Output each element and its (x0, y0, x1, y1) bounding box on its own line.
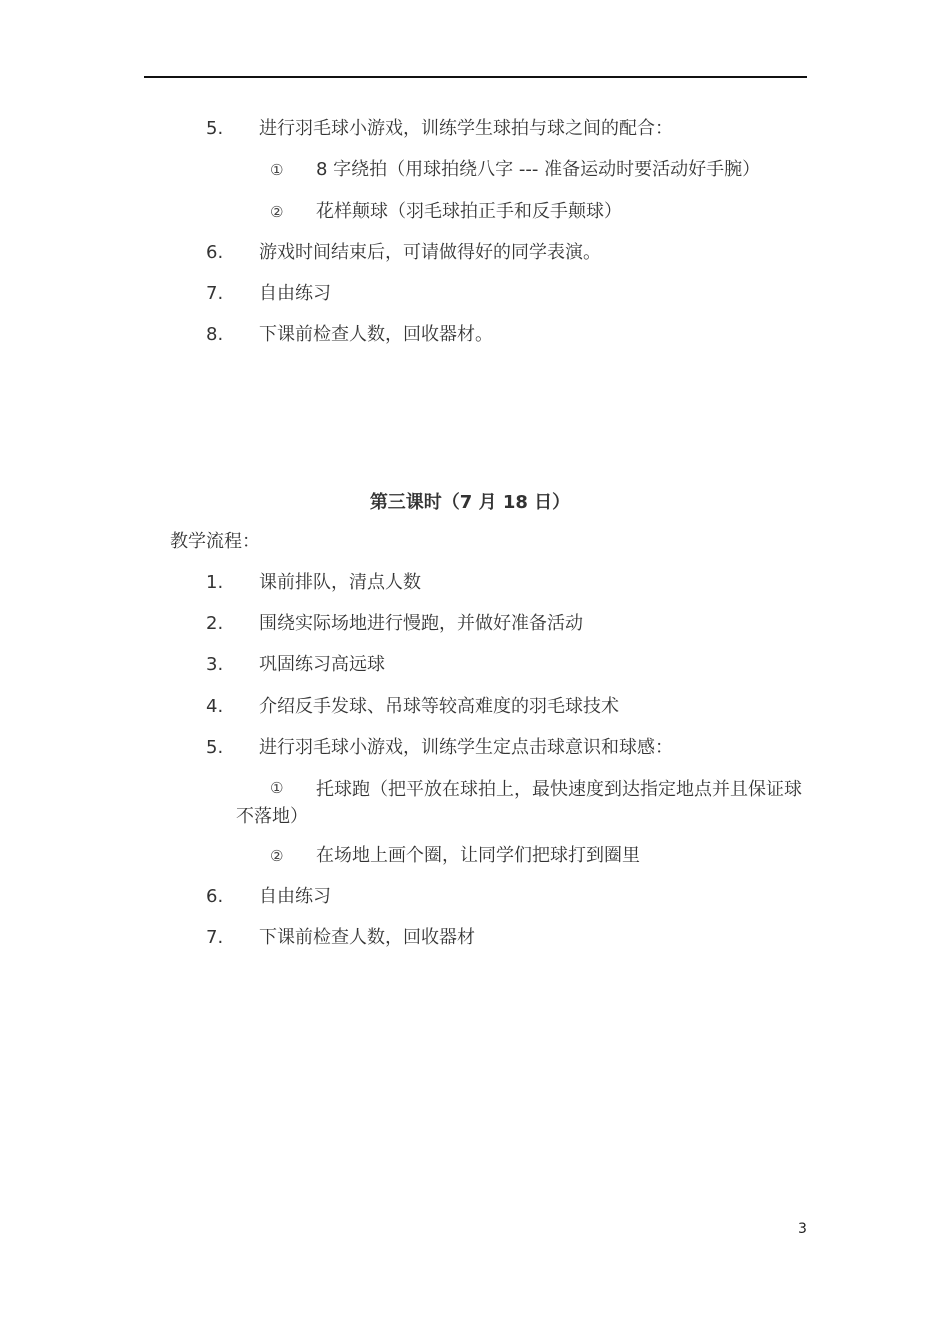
list-number: 8. (206, 324, 224, 345)
header-rule (144, 76, 807, 78)
circled-number: ② (270, 203, 284, 221)
list-number: 5. (206, 737, 224, 758)
list-number: 6. (206, 242, 224, 263)
page-number: 3 (798, 1221, 807, 1237)
list-number: 7. (206, 283, 224, 304)
list-text: 托球跑（把平放在球拍上，最快速度到达指定地点并且保证球不落地） (236, 779, 802, 827)
list-number: 3. (206, 654, 224, 675)
list-text: 介绍反手发球、吊球等较高难度的羽毛球技术 (259, 696, 619, 717)
list-text: 巩固练习高远球 (259, 654, 385, 675)
list-text: 游戏时间结束后，可请做得好的同学表演。 (259, 242, 601, 263)
list-number: 4. (206, 696, 224, 717)
list-text: 下课前检查人数，回收器材 (259, 927, 475, 948)
list-number: 6. (206, 886, 224, 907)
list-text: 在场地上画个圈，让同学们把球打到圈里 (316, 845, 640, 866)
circled-number: ① (270, 161, 284, 179)
list-text: 下课前检查人数，回收器材。 (259, 324, 493, 345)
circled-number: ② (270, 847, 284, 865)
sub-list-item (0, 776, 950, 830)
list-text: 进行羽毛球小游戏，训练学生球拍与球之间的配合： (259, 118, 673, 139)
list-number: 5. (206, 118, 224, 139)
list-number: 1. (206, 572, 224, 593)
list-number: 7. (206, 927, 224, 948)
list-text: 花样颠球（羽毛球拍正手和反手颠球） (316, 201, 622, 222)
circled-number: ① (270, 779, 284, 797)
list-text: 进行羽毛球小游戏，训练学生定点击球意识和球感： (259, 737, 673, 758)
list-text: 自由练习 (259, 283, 331, 304)
list-text: 自由练习 (259, 886, 331, 907)
list-text: 课前排队，清点人数 (259, 572, 421, 593)
section-title: 第三课时（7 月 18 日） (369, 492, 571, 513)
list-text: 8 字绕拍（用球拍绕八字 --- 准备运动时要活动好手腕） (316, 159, 761, 180)
list-text: 围绕实际场地进行慢跑，并做好准备活动 (259, 613, 583, 634)
list-number: 2. (206, 613, 224, 634)
flow-label: 教学流程： (170, 531, 260, 552)
